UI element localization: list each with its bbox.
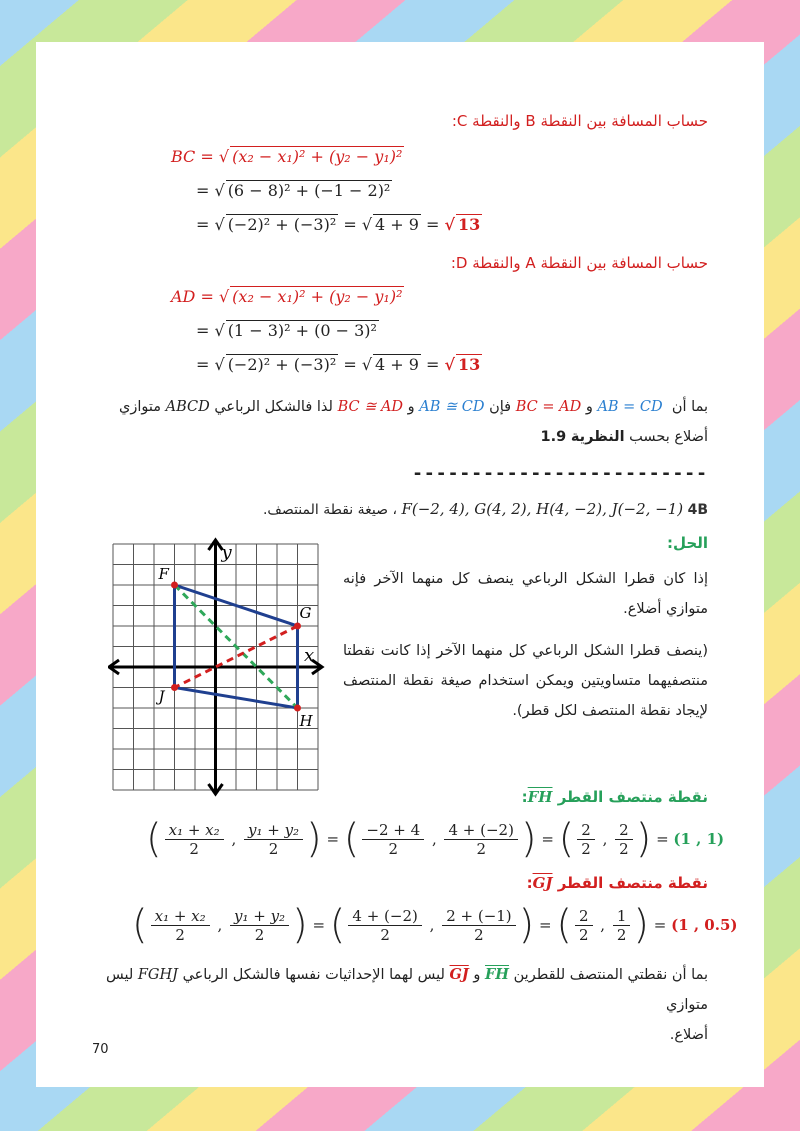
bc-equals-ad: BC = AD bbox=[515, 399, 582, 415]
ad-result: 13 bbox=[458, 355, 481, 374]
fh-sub-y-num: 4 + (−2) bbox=[444, 821, 517, 840]
ad-substitution-radicand: (1 − 3)² + (0 − 3)² bbox=[227, 321, 377, 340]
midpoint-gj-heading: نقطة منتصف القطر $\overline{GJ}$: bbox=[526, 874, 708, 892]
ad-substitution-line: = √ (1 − 3)² + (0 − 3)² bbox=[196, 321, 377, 340]
midpoint-fh-heading-text: نقطة منتصف القطر bbox=[557, 788, 708, 806]
segment-gj-label: $\overline{GJ}$ bbox=[532, 874, 553, 892]
and-text: و bbox=[585, 399, 593, 415]
segment-gj: $\overline{GJ}$ bbox=[449, 966, 469, 983]
gj-sub-x-den: 2 bbox=[380, 925, 390, 944]
bc-substitution-radicand: (6 − 8)² + (−1 − 2)² bbox=[227, 181, 391, 200]
segment-fh-label: $\overline{FH}$ bbox=[527, 788, 553, 806]
fh-simp-x bbox=[577, 821, 595, 858]
gj-sub-y-num: 2 + (−1) bbox=[442, 907, 515, 926]
since-text: بما أن bbox=[671, 399, 708, 415]
fh-sub-y bbox=[444, 821, 517, 858]
conclusion-fghj bbox=[78, 960, 708, 1050]
gj-formula-y-num: y₁ + y₂ bbox=[230, 907, 289, 926]
gj-simp-y-num: 1 bbox=[613, 907, 631, 926]
fh-formula-x bbox=[165, 821, 224, 858]
problem-instruction: ، صيغة نقطة المنتصف. bbox=[262, 502, 397, 518]
midpoint-gj-equation: ( $\frac{\text{x₁ + x₂}}{2}$ , $\frac{\text{y₁ + y₂}}{2}$ ) = ( $\frac{4 + (-2)}{2}$ , $\frac{2 + (-1)}{2}$ ) = ( $\frac{2}{2}$ , $\frac{1}{2}$ ) = (1 , 0.5) bbox=[132, 902, 738, 948]
fh-sub-x bbox=[362, 821, 424, 858]
fh-formula-x-den: 2 bbox=[189, 839, 199, 858]
x-axis-label: x bbox=[304, 645, 315, 666]
point-g bbox=[294, 623, 301, 630]
point-j bbox=[171, 684, 178, 691]
conclusion2-text3: ليس متوازي bbox=[105, 967, 708, 1013]
bc-formula-radicand: (x₂ − x₁)² + (y₂ − y₁)² bbox=[232, 147, 403, 166]
fh-simp-x-den: 2 bbox=[581, 839, 591, 858]
page bbox=[36, 42, 764, 1087]
and-text: و bbox=[407, 399, 415, 415]
gj-simp-y-den: 2 bbox=[616, 925, 627, 944]
ad-result-line: = √ (−2)² + (−3)² = √ 4 + 9 = √ 13 bbox=[196, 355, 481, 374]
gj-simp-x bbox=[575, 907, 593, 944]
bc-formula-line: BC = √ (x₂ − x₁)² + (y₂ − y₁)² bbox=[171, 147, 403, 166]
according-text: أضلاع بحسب bbox=[629, 429, 708, 445]
ad-simplified-radicand: (−2)² + (−3)² bbox=[227, 355, 337, 374]
point-label-g: G bbox=[299, 604, 312, 622]
theorem-number: 1.9 bbox=[540, 429, 567, 445]
point-h bbox=[294, 705, 301, 712]
midpoint-gj-heading-text: نقطة منتصف القطر bbox=[557, 874, 708, 892]
bc-heading: حساب المسافة بين النقطة B والنقطة C: bbox=[451, 112, 708, 130]
bc-substitution-line: = √ (6 − 8)² + (−1 − 2)² bbox=[196, 181, 391, 200]
theorem-label: النظرية bbox=[570, 429, 625, 445]
therefore-text: لذا فالشكل الرباعي bbox=[214, 399, 333, 415]
problem-number: 4B bbox=[687, 502, 708, 518]
problem-points: F(−2, 4), G(4, 2), H(4, −2), J(−2, −1) bbox=[401, 500, 684, 518]
gj-sub-x-num: 4 + (−2) bbox=[348, 907, 421, 926]
quad-fghj: FGHJ bbox=[137, 967, 178, 983]
midpoint-fh-equation: ( $\frac{\text{x₁ + x₂}}{2}$ , $\frac{\text{y₁ + y₂}}{2}$ ) = ( $\frac{-2 + 4}{2}$ , $\frac{4 + (-2)}{2}$ ) = ( $\frac{2}{2}$ , $\frac{2}{2}$ ) = (1 , 1) bbox=[146, 816, 725, 862]
ab-congruent-cd: AB ≅ CD bbox=[419, 399, 485, 415]
bc-sum-radicand: 4 + 9 bbox=[375, 215, 419, 234]
then-text: فإن bbox=[489, 399, 512, 415]
gj-formula-x-den: 2 bbox=[175, 925, 185, 944]
gj-formula-x bbox=[151, 907, 210, 944]
gj-sub-y-den: 2 bbox=[474, 925, 484, 944]
ad-lhs: AD = bbox=[171, 287, 219, 306]
ad-formula-line: AD = √ (x₂ − x₁)² + (y₂ − y₁)² bbox=[171, 287, 403, 306]
bc-result: 13 bbox=[458, 215, 481, 234]
point-f bbox=[171, 582, 178, 589]
fh-formula-y-num: y₁ + y₂ bbox=[244, 821, 303, 840]
gj-simp-y bbox=[613, 907, 631, 944]
bc-simplified-radicand: (−2)² + (−3)² bbox=[227, 215, 337, 234]
solution-paragraph-1: إذا كان قطرا الشكل الرباعي ينصف كل منهما الآخر فإنه متوازي أضلاع. bbox=[343, 571, 708, 617]
solution-paragraph-2: (ينصف قطرا الشكل الرباعي كل منهما الآخر إذا كانت نقطتا منتصفيهما متساويتين ويمكن استخدام صيغة نقطة المنتصف لإيجاد نقطة المنتصف لكل قطر). bbox=[343, 643, 708, 719]
gj-sub-x bbox=[348, 907, 421, 944]
quad-abcd: ABCD bbox=[165, 399, 210, 415]
fh-simp-y-num: 2 bbox=[615, 821, 633, 840]
midpoint-gj-result: (1 , 0.5) bbox=[671, 916, 738, 934]
gj-sub-y bbox=[442, 907, 515, 944]
gj-simp-x-num: 2 bbox=[575, 907, 593, 926]
divider: ------------------------- bbox=[412, 463, 708, 484]
conclusion2-text1: بما أن نقطتي المنتصف للقطرين bbox=[513, 967, 708, 983]
ad-formula-radicand: (x₂ − x₁)² + (y₂ − y₁)² bbox=[232, 287, 403, 306]
ad-heading: حساب المسافة بين النقطة A والنقطة D: bbox=[450, 254, 708, 272]
fh-simp-y-den: 2 bbox=[619, 839, 629, 858]
point-label-j: J bbox=[158, 687, 165, 706]
conclusion2-text2: ليس لهما الإحداثيات نفسها فالشكل الرباعي bbox=[182, 967, 445, 983]
fh-simp-y bbox=[615, 821, 633, 858]
solution-label: الحل: bbox=[667, 534, 708, 552]
coordinate-graph bbox=[108, 536, 328, 798]
ad-sum-radicand: 4 + 9 bbox=[375, 355, 419, 374]
bc-congruent-ad: BC ≅ AD bbox=[337, 399, 404, 415]
ab-equals-cd: AB = CD bbox=[597, 399, 663, 415]
point-label-f: F bbox=[158, 565, 169, 583]
and-text: و bbox=[473, 967, 481, 983]
midpoint-fh-result: (1 , 1) bbox=[673, 830, 725, 848]
page-number: 70 bbox=[92, 1042, 109, 1057]
gj-formula-y-den: 2 bbox=[254, 925, 265, 944]
conclusion-abcd bbox=[78, 392, 708, 452]
gj-formula-x-num: x₁ + x₂ bbox=[151, 907, 210, 926]
fh-formula-y bbox=[244, 821, 303, 858]
point-label-h: H bbox=[299, 712, 313, 730]
fh-formula-x-num: x₁ + x₂ bbox=[165, 821, 224, 840]
problem-4b bbox=[78, 494, 708, 525]
y-axis-label: y bbox=[221, 542, 232, 563]
fh-sub-x-num: −2 + 4 bbox=[362, 821, 424, 840]
fh-formula-y-den: 2 bbox=[268, 839, 279, 858]
midpoint-fh-heading: نقطة منتصف القطر $\overline{FH}$: bbox=[521, 788, 708, 806]
bc-lhs: BC = bbox=[171, 147, 219, 166]
gj-formula-y bbox=[230, 907, 289, 944]
segment-fh: $\overline{FH}$ bbox=[485, 966, 510, 983]
fh-simp-x-num: 2 bbox=[577, 821, 595, 840]
gj-simp-x-den: 2 bbox=[578, 925, 589, 944]
fh-sub-y-den: 2 bbox=[476, 839, 486, 858]
fh-sub-x-den: 2 bbox=[388, 839, 399, 858]
parallelogram-text: متوازي bbox=[118, 399, 161, 415]
bc-result-line: = √ (−2)² + (−3)² = √ 4 + 9 = √ 13 bbox=[196, 215, 481, 234]
conclusion2-line2: أضلاع. bbox=[669, 1027, 708, 1043]
